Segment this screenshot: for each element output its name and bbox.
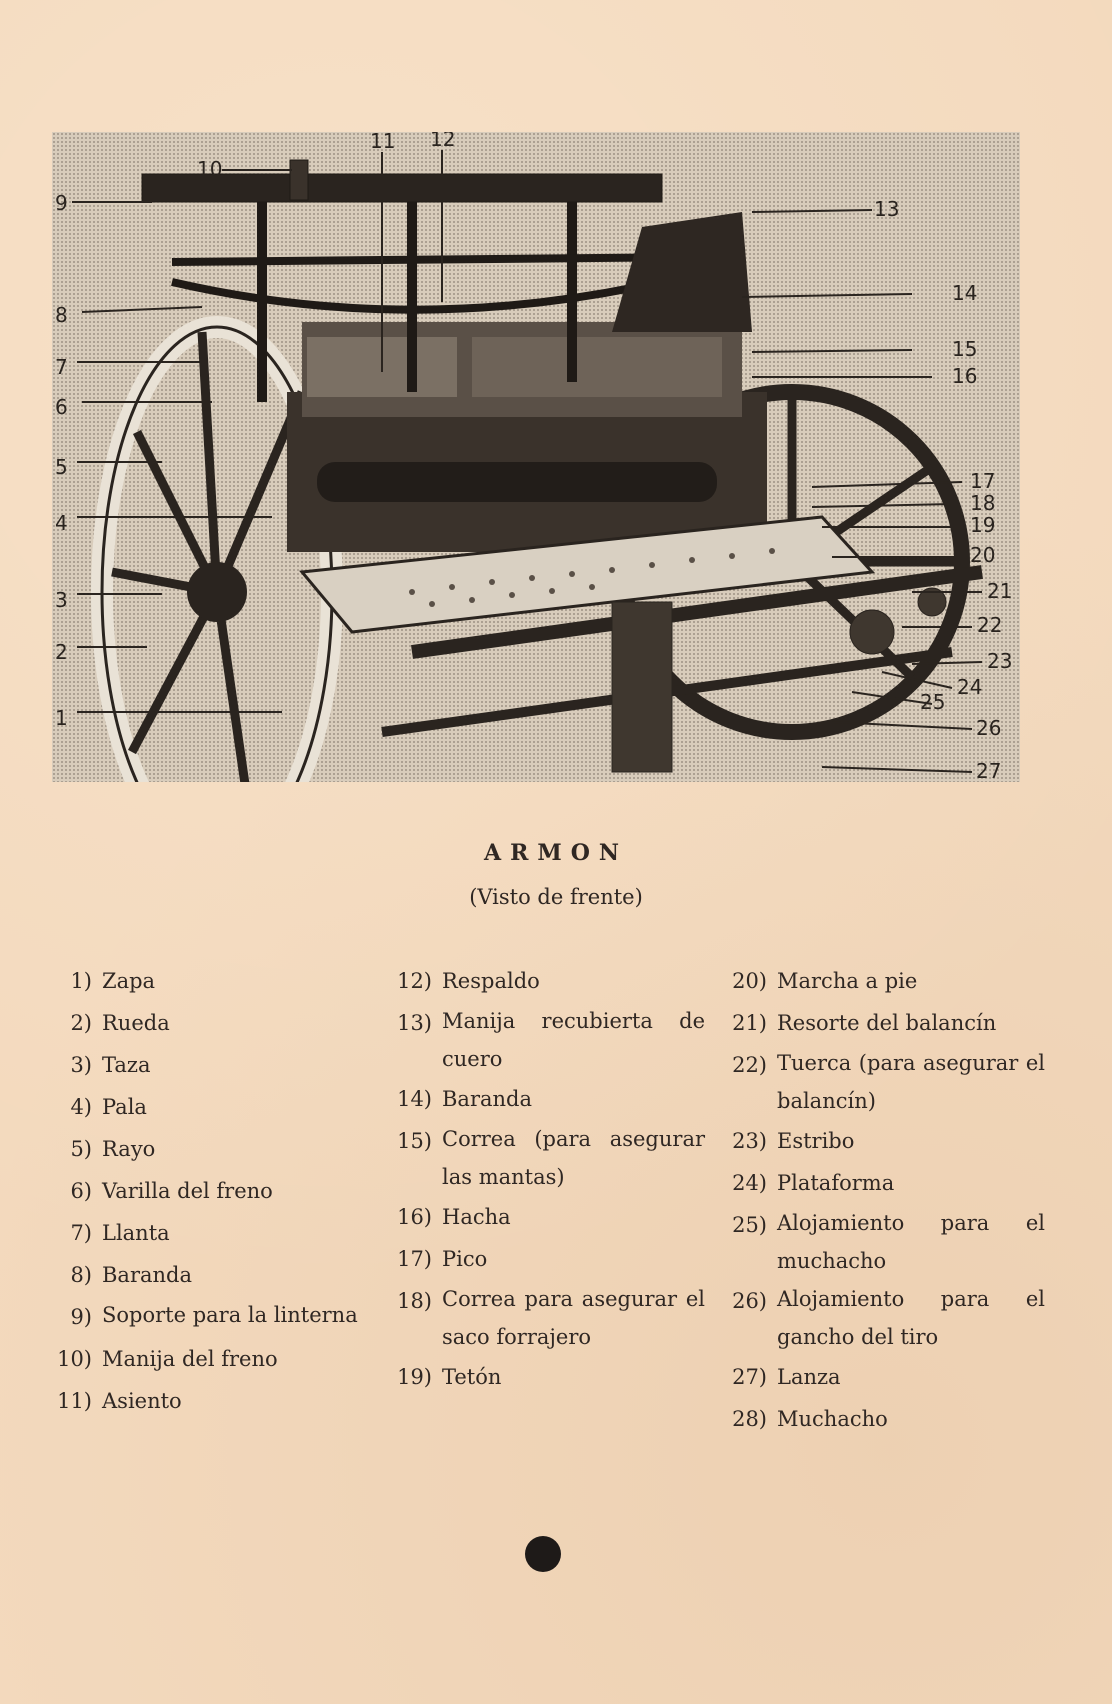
legend-item (40, 1254, 370, 1296)
legend-item (40, 1128, 370, 1170)
legend-number: 19) (397, 1365, 432, 1389)
callout-14: 14 (952, 281, 978, 305)
legend-text: Soporte para la linterna (102, 1303, 358, 1327)
legend-text: Lanza (777, 1365, 841, 1389)
callout-26: 26 (976, 716, 1002, 740)
callout-22: 22 (977, 613, 1003, 637)
callout-24: 24 (957, 675, 983, 699)
legend-number: 12) (397, 969, 432, 993)
legend-text: Correa (para asegurar las mantas) (442, 1127, 705, 1189)
callout-8: 8 (55, 303, 68, 327)
legend-number: 14) (397, 1087, 432, 1111)
legend-number: 28) (732, 1407, 767, 1431)
page-subtitle: (Visto de frente) (469, 885, 643, 909)
legend-number: 10) (57, 1347, 92, 1371)
legend-item (715, 1120, 1045, 1162)
armon-illustration (52, 132, 1020, 782)
legend-text: Varilla del freno (102, 1179, 273, 1203)
legend-number: 16) (397, 1205, 432, 1229)
callout-15: 15 (952, 337, 978, 361)
legend-number: 15) (397, 1129, 432, 1153)
legend-text: Respaldo (442, 969, 540, 993)
legend-text: Alojamiento para el gancho del tiro (777, 1287, 1045, 1349)
legend-item (40, 1338, 370, 1380)
callout-1: 1 (55, 706, 68, 730)
legend-text: Baranda (102, 1263, 192, 1287)
callout-23: 23 (987, 649, 1013, 673)
legend-text: Asiento (102, 1389, 182, 1413)
legend-text: Rayo (102, 1137, 156, 1161)
legend-item (40, 1296, 370, 1338)
legend-item (380, 1002, 705, 1078)
legend-item (715, 1002, 1045, 1044)
legend-text: Rueda (102, 1011, 170, 1035)
legend-number: 13) (397, 1011, 432, 1035)
legend-item (40, 1380, 370, 1422)
legend-item (715, 1044, 1045, 1120)
legend-number: 6) (70, 1179, 92, 1203)
legend-text: Hacha (442, 1205, 511, 1229)
callout-2: 2 (55, 640, 68, 664)
legend-text: Zapa (102, 969, 156, 993)
legend-text: Manija recubierta de cuero (442, 1009, 705, 1071)
legend-text: Plataforma (777, 1171, 895, 1195)
page-marker-dot (525, 1536, 561, 1572)
legend-item (380, 1356, 705, 1398)
callout-11: 11 (370, 132, 396, 153)
legend-item (40, 1044, 370, 1086)
legend-text: Marcha a pie (777, 969, 918, 993)
callout-7: 7 (55, 355, 68, 379)
callout-4: 4 (55, 511, 68, 535)
legend-item (380, 1196, 705, 1238)
legend-number: 7) (70, 1221, 92, 1245)
legend-text: Llanta (102, 1221, 170, 1245)
legend-text: Alojamiento para el muchacho (777, 1211, 1045, 1273)
callout-16: 16 (952, 364, 978, 388)
legend-text: Baranda (442, 1087, 532, 1111)
legend-item (380, 960, 705, 1002)
legend-item (715, 1162, 1045, 1204)
legend-number: 27) (732, 1365, 767, 1389)
legend-text: Resorte del balancín (777, 1011, 997, 1035)
legend-text: Pala (102, 1095, 147, 1119)
legend-number: 17) (397, 1247, 432, 1271)
legend-text: Pico (442, 1247, 488, 1271)
callout-18: 18 (970, 491, 996, 515)
legend-item (715, 960, 1045, 1002)
legend-text: Muchacho (777, 1407, 888, 1431)
legend-number: 26) (732, 1289, 767, 1313)
legend-number: 24) (732, 1171, 767, 1195)
legend-number: 3) (70, 1053, 92, 1077)
legend-item (40, 960, 370, 1002)
legend-number: 2) (70, 1011, 92, 1035)
legend-number: 11) (57, 1389, 92, 1413)
legend-item (40, 1170, 370, 1212)
callout-19: 19 (970, 513, 996, 537)
legend-item (380, 1238, 705, 1280)
legend-item (380, 1120, 705, 1196)
legend-text: Tetón (442, 1365, 502, 1389)
legend-number: 1) (70, 969, 92, 993)
callout-27: 27 (976, 759, 1002, 782)
callout-12: 12 (430, 132, 456, 151)
callout-10: 10 (197, 157, 223, 181)
legend-item (380, 1280, 705, 1356)
legend-item (40, 1002, 370, 1044)
legend-number: 4) (70, 1095, 92, 1119)
legend-number: 23) (732, 1129, 767, 1153)
callout-17: 17 (970, 469, 996, 493)
legend-column-2 (380, 960, 705, 1398)
legend-item (40, 1086, 370, 1128)
legend-text: Taza (102, 1053, 151, 1077)
legend-text: Correa para asegurar el saco forrajero (442, 1287, 705, 1349)
legend-column-1 (40, 960, 370, 1422)
legend-item (715, 1280, 1045, 1356)
legend-item (715, 1356, 1045, 1398)
legend-column-3 (715, 960, 1045, 1440)
legend-text: Estribo (777, 1129, 855, 1153)
limber-chest (287, 322, 767, 552)
page-title: ARMON (484, 840, 628, 866)
legend-text: Manija del freno (102, 1347, 278, 1371)
legend-item (715, 1204, 1045, 1280)
legend-item (40, 1212, 370, 1254)
legend-text: Tuerca (para asegurar el balancín) (777, 1051, 1045, 1113)
callout-13: 13 (874, 197, 900, 221)
callout-6: 6 (55, 395, 68, 419)
legend-number: 8) (70, 1263, 92, 1287)
legend-item (380, 1078, 705, 1120)
legend-number: 21) (732, 1011, 767, 1035)
callout-3: 3 (55, 588, 68, 612)
legend-number: 25) (732, 1213, 767, 1237)
legend-number: 9) (70, 1305, 92, 1329)
legend-number: 22) (732, 1053, 767, 1077)
callout-20: 20 (970, 543, 996, 567)
callout-21: 21 (987, 579, 1013, 603)
legend-item (715, 1398, 1045, 1440)
callout-9: 9 (55, 191, 68, 215)
legend-number: 20) (732, 969, 767, 993)
armon-photograph (52, 132, 1020, 782)
callout-25: 25 (920, 690, 946, 714)
callout-5: 5 (55, 455, 68, 479)
legend-number: 5) (70, 1137, 92, 1161)
legend-number: 18) (397, 1289, 432, 1313)
